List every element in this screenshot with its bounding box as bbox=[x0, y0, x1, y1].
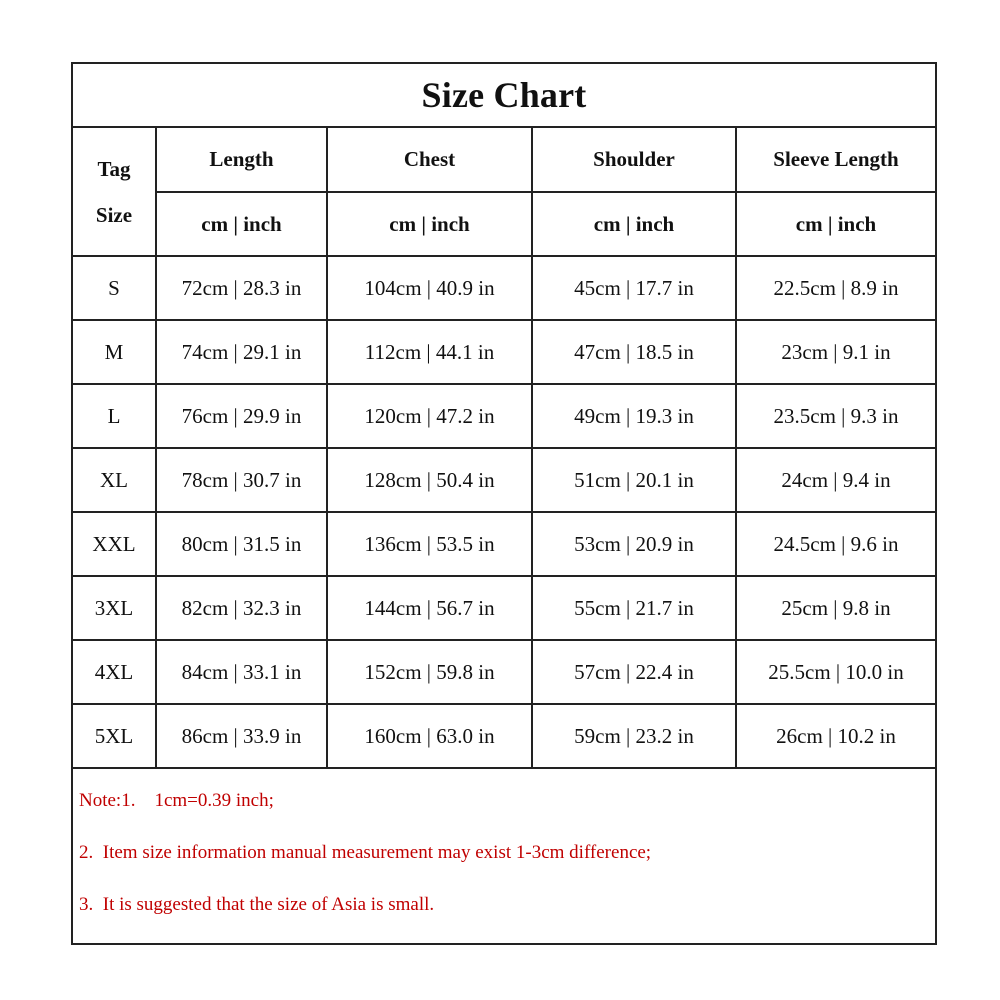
notes-section bbox=[73, 769, 935, 945]
shoulder-cell: 55cm | 21.7 in bbox=[532, 576, 736, 640]
unit-label: cm | inch bbox=[327, 192, 532, 256]
length-cell: 72cm | 28.3 in bbox=[156, 256, 327, 320]
table-row bbox=[73, 704, 935, 768]
table-body bbox=[73, 128, 935, 768]
unit-label: cm | inch bbox=[532, 192, 736, 256]
header-row bbox=[73, 128, 935, 192]
shoulder-cell: 45cm | 17.7 in bbox=[532, 256, 736, 320]
sleeve-cell: 25cm | 9.8 in bbox=[736, 576, 935, 640]
chest-cell: 136cm | 53.5 in bbox=[327, 512, 532, 576]
chest-cell: 128cm | 50.4 in bbox=[327, 448, 532, 512]
unit-label: cm | inch bbox=[156, 192, 327, 256]
sleeve-cell: 24.5cm | 9.6 in bbox=[736, 512, 935, 576]
title-row bbox=[73, 64, 935, 128]
size-cell: 5XL bbox=[73, 704, 156, 768]
sleeve-cell: 22.5cm | 8.9 in bbox=[736, 256, 935, 320]
column-header-sleeve-length: Sleeve Length bbox=[736, 128, 935, 192]
size-label: Size bbox=[95, 202, 133, 227]
unit-label: cm | inch bbox=[736, 192, 935, 256]
sleeve-cell: 26cm | 10.2 in bbox=[736, 704, 935, 768]
table-row bbox=[73, 384, 935, 448]
length-cell: 86cm | 33.9 in bbox=[156, 704, 327, 768]
length-cell: 82cm | 32.3 in bbox=[156, 576, 327, 640]
sleeve-cell: 25.5cm | 10.0 in bbox=[736, 640, 935, 704]
table-row bbox=[73, 448, 935, 512]
chart-title: Size Chart bbox=[421, 75, 587, 115]
note-line: 3. It is suggested that the size of Asia is small. bbox=[79, 894, 435, 915]
sleeve-cell: 23cm | 9.1 in bbox=[736, 320, 935, 384]
column-header-shoulder: Shoulder bbox=[532, 128, 736, 192]
note-line: Note:1. 1cm=0.39 inch; bbox=[79, 790, 274, 811]
size-table bbox=[73, 128, 935, 769]
chest-cell: 120cm | 47.2 in bbox=[327, 384, 532, 448]
chest-cell: 144cm | 56.7 in bbox=[327, 576, 532, 640]
tag-size-header bbox=[73, 128, 156, 256]
size-cell: 3XL bbox=[73, 576, 156, 640]
chest-cell: 152cm | 59.8 in bbox=[327, 640, 532, 704]
length-cell: 76cm | 29.9 in bbox=[156, 384, 327, 448]
table-row bbox=[73, 320, 935, 384]
length-cell: 78cm | 30.7 in bbox=[156, 448, 327, 512]
chest-cell: 160cm | 63.0 in bbox=[327, 704, 532, 768]
shoulder-cell: 47cm | 18.5 in bbox=[532, 320, 736, 384]
shoulder-cell: 59cm | 23.2 in bbox=[532, 704, 736, 768]
length-cell: 74cm | 29.1 in bbox=[156, 320, 327, 384]
column-header-chest: Chest bbox=[327, 128, 532, 192]
tag-label: Tag bbox=[97, 156, 131, 181]
size-cell: XXL bbox=[73, 512, 156, 576]
shoulder-cell: 57cm | 22.4 in bbox=[532, 640, 736, 704]
size-cell: XL bbox=[73, 448, 156, 512]
size-cell: M bbox=[73, 320, 156, 384]
shoulder-cell: 51cm | 20.1 in bbox=[532, 448, 736, 512]
size-cell: 4XL bbox=[73, 640, 156, 704]
note-line: 2. Item size information manual measurement may exist 1-3cm difference; bbox=[79, 842, 652, 863]
unit-row bbox=[73, 192, 935, 256]
shoulder-cell: 53cm | 20.9 in bbox=[532, 512, 736, 576]
length-cell: 80cm | 31.5 in bbox=[156, 512, 327, 576]
table-row bbox=[73, 256, 935, 320]
length-cell: 84cm | 33.1 in bbox=[156, 640, 327, 704]
table-row bbox=[73, 640, 935, 704]
chest-cell: 104cm | 40.9 in bbox=[327, 256, 532, 320]
size-cell: L bbox=[73, 384, 156, 448]
size-chart bbox=[71, 62, 937, 945]
sleeve-cell: 24cm | 9.4 in bbox=[736, 448, 935, 512]
column-header-length: Length bbox=[156, 128, 327, 192]
size-cell: S bbox=[73, 256, 156, 320]
table-row bbox=[73, 512, 935, 576]
chest-cell: 112cm | 44.1 in bbox=[327, 320, 532, 384]
table-row bbox=[73, 576, 935, 640]
sleeve-cell: 23.5cm | 9.3 in bbox=[736, 384, 935, 448]
shoulder-cell: 49cm | 19.3 in bbox=[532, 384, 736, 448]
